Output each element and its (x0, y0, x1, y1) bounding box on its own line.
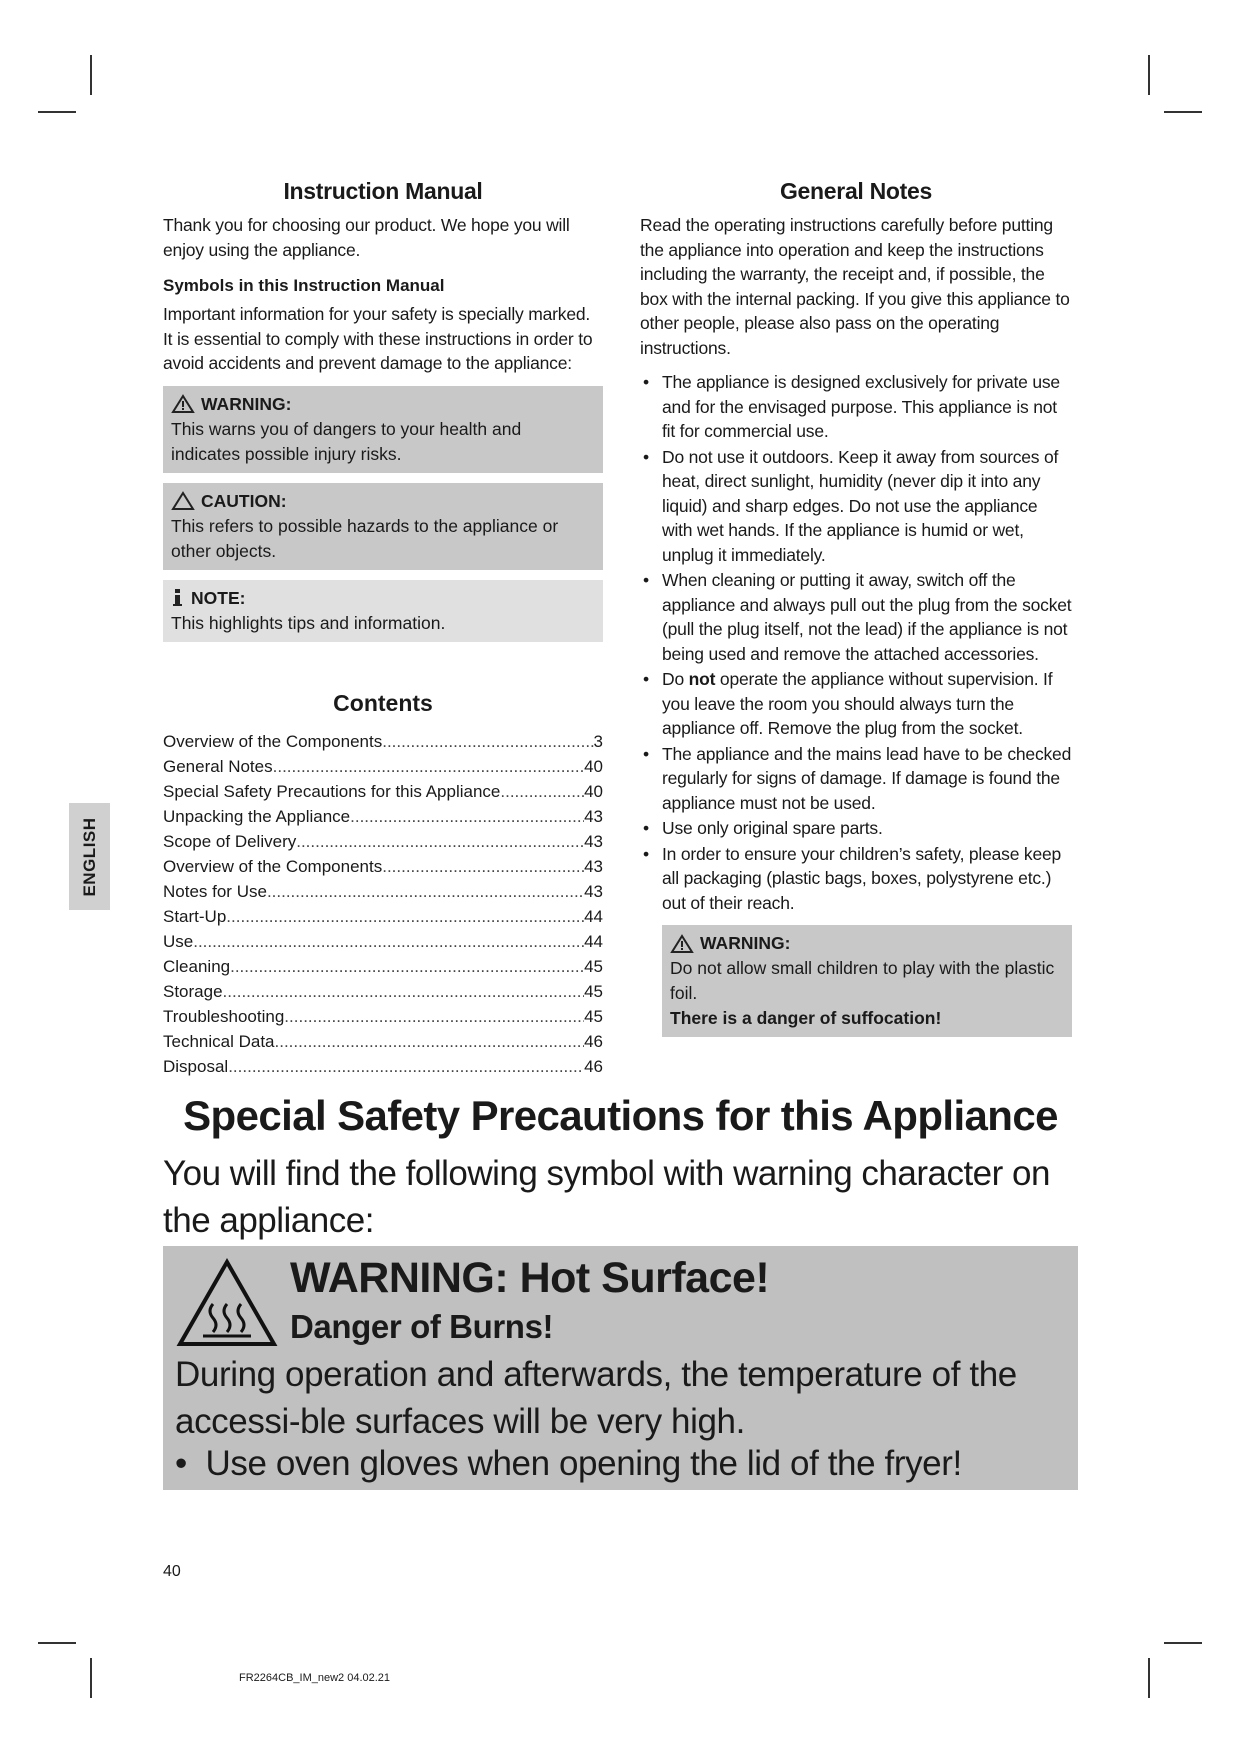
burn-danger-subtitle: Danger of Burns! (290, 1308, 554, 1345)
general-notes-heading: General Notes (779, 178, 933, 204)
toc-leader-dots (228, 1054, 584, 1079)
crop-mark (90, 55, 92, 95)
toc-entry (163, 829, 603, 854)
toc-entry-label: Scope of Delivery (163, 831, 297, 851)
toc-entry (163, 1029, 603, 1054)
crop-mark (90, 1658, 92, 1698)
toc-leader-dots (382, 729, 593, 754)
list-item: • In order to ensure your children’s safety, please keep all packaging (plastic bags, boxes, polystyrene etc.) out of their reach. (640, 842, 1072, 916)
toc-leader-dots (350, 804, 584, 829)
suffocation-warning-box (662, 925, 1072, 1037)
list-item (640, 667, 1072, 741)
hot-surface-text: During operation and afterwards, the temperature of the accessi-ble surfaces will be very high. (175, 1355, 1017, 1441)
list-item-emphasis: not (688, 669, 716, 689)
crop-mark (38, 111, 76, 113)
toc-entry-page: 45 (584, 956, 603, 976)
list-item-text: Do (662, 669, 689, 689)
toc-entry-label: Troubleshooting (163, 1006, 285, 1026)
toc-entry-page: 3 (593, 731, 603, 751)
toc-entry-label: Use (163, 931, 194, 951)
special-safety-heading: Special Safety Precautions for this Appliance (183, 1092, 1058, 1139)
note-box (163, 580, 603, 642)
toc-leader-dots (273, 754, 584, 779)
toc-entry-label: Technical Data (163, 1031, 275, 1051)
list-item: • The appliance and the mains lead have to be checked regularly for signs of damage. If damage is found the appliance must not be used. (640, 742, 1072, 816)
warning-triangle-icon (171, 394, 195, 414)
oven-gloves-text: Use oven gloves when opening the lid of the fryer! (205, 1444, 962, 1483)
toc-entry (163, 754, 603, 779)
caution-title: CAUTION: (201, 490, 287, 511)
toc-leader-dots (500, 779, 584, 804)
language-tab-label: ENGLISH (79, 816, 99, 897)
intro-text: Thank you for choosing our product. We hope you will enjoy using the appliance. (163, 215, 570, 260)
note-text: This highlights tips and information. (171, 612, 446, 633)
contents-heading: Contents (333, 689, 433, 716)
toc-leader-dots (275, 1029, 585, 1054)
toc-entry-page: 44 (584, 906, 603, 926)
caution-box (163, 483, 603, 570)
oven-gloves-bullet: • Use oven gloves when opening the lid of the fryer! (175, 1444, 962, 1483)
general-notes-intro: Read the operating instructions carefully before putting the appliance into operation and keep the instructions including the warranty, the receipt and, if possible, the box with the internal packing. If you give this appliance to other people, please also pass on the operating instructions. (640, 215, 1070, 358)
toc-entry (163, 729, 603, 754)
caution-triangle-icon (171, 491, 195, 511)
toc-leader-dots (230, 954, 584, 979)
list-item: • The appliance is designed exclusively for private use and for the envisaged purpose. This appliance is not fit for commercial use. (640, 370, 1072, 444)
note-title: NOTE: (191, 587, 246, 608)
toc-leader-dots (296, 829, 584, 854)
toc-entry (163, 804, 603, 829)
toc-entry (163, 979, 603, 1004)
toc-entry-label: Cleaning (163, 956, 231, 976)
toc-entry-label: Storage (163, 981, 223, 1001)
info-icon (171, 588, 185, 608)
toc-entry-label: Unpacking the Appliance (163, 806, 351, 826)
warning-text: This warns you of dangers to your health and indicates possible injury risks. (171, 418, 522, 464)
hot-surface-warning-box (163, 1246, 1078, 1490)
toc-entry-page: 45 (584, 1006, 603, 1026)
general-notes-list (640, 370, 1072, 915)
warning-box (163, 386, 603, 473)
toc-entry (163, 904, 603, 929)
toc-entry-page: 43 (584, 806, 603, 826)
toc-entry (163, 1054, 603, 1079)
toc-entry-page: 46 (584, 1031, 603, 1051)
warning-title: WARNING: (201, 393, 292, 414)
toc-leader-dots (267, 879, 584, 904)
list-item-text: operate the appliance without supervision. If you leave the room you should always turn the appliance off. Remove the plug from the socket. (662, 669, 1053, 738)
toc-entry-page: 45 (584, 981, 603, 1001)
language-tab (69, 803, 110, 910)
toc-entry (163, 929, 603, 954)
crop-mark (1148, 55, 1150, 95)
right-column (640, 178, 1072, 1037)
toc-entry-page: 43 (584, 856, 603, 876)
toc-entry-label: Notes for Use (163, 881, 267, 901)
toc-entry-label: General Notes (163, 756, 273, 776)
crop-mark (1148, 1658, 1150, 1698)
toc-entry-page: 46 (584, 1056, 603, 1076)
instruction-manual-heading: Instruction Manual (283, 178, 483, 204)
toc-entry-page: 43 (584, 881, 603, 901)
hot-surface-icon (175, 1256, 279, 1350)
toc-entry-label: Start-Up (163, 906, 227, 926)
toc-entry-label: Disposal (163, 1056, 229, 1076)
symbols-text-1: Important information for your safety is specially marked. (163, 304, 591, 324)
table-of-contents (163, 729, 603, 1079)
suffocation-warning-emphasis: There is a danger of suffocation! (670, 1008, 942, 1028)
toc-entry-label: Overview of the Components (163, 856, 383, 876)
toc-entry-page: 43 (584, 831, 603, 851)
toc-entry-page: 44 (584, 931, 603, 951)
toc-entry (163, 1004, 603, 1029)
warning-triangle-icon (670, 934, 694, 954)
crop-mark (38, 1642, 76, 1644)
hot-surface-title: WARNING: Hot Surface! (290, 1254, 770, 1302)
toc-leader-dots (382, 854, 584, 879)
toc-entry-label: Special Safety Precautions for this Appliance (163, 781, 501, 801)
toc-entry (163, 854, 603, 879)
crop-mark (1164, 111, 1202, 113)
toc-entry (163, 954, 603, 979)
special-safety-intro: You will find the following symbol with warning character on the appliance: (163, 1154, 1050, 1240)
toc-leader-dots (223, 979, 585, 1004)
crop-mark (1164, 1642, 1202, 1644)
list-item: • Do not use it outdoors. Keep it away from sources of heat, direct sunlight, humidity (never dip it into any liquid) and sharp edges. Do not use the appliance with wet hands. If the appliance is humid or wet, unplug it immediately. (640, 445, 1072, 568)
print-footer: FR2264CB_IM_new2 04.02.21 (239, 1672, 391, 1684)
toc-leader-dots (284, 1004, 584, 1029)
toc-entry-label: Overview of the Components (163, 731, 383, 751)
list-item: • Use only original spare parts. (640, 816, 1072, 841)
left-column (163, 178, 603, 1079)
list-item: • When cleaning or putting it away, switch off the appliance and always pull out the plug from the socket (pull the plug itself, not the lead) if the appliance is not being used and remove the attached accessories. (640, 568, 1072, 666)
caution-text: This refers to possible hazards to the appliance or other objects. (171, 515, 559, 561)
toc-entry-page: 40 (584, 756, 603, 776)
toc-leader-dots (226, 904, 584, 929)
toc-leader-dots (193, 929, 584, 954)
toc-entry (163, 879, 603, 904)
suffocation-warning-title: WARNING: (700, 933, 791, 953)
toc-entry-page: 40 (584, 781, 603, 801)
suffocation-warning-text: Do not allow small children to play with the plastic foil. (670, 958, 1055, 1003)
toc-entry (163, 779, 603, 804)
symbols-text-2: It is essential to comply with these instructions in order to avoid accidents and prevent damage to the appliance: (163, 328, 593, 373)
page-number: 40 (163, 1563, 181, 1580)
symbols-heading: Symbols in this Instruction Manual (163, 276, 445, 295)
